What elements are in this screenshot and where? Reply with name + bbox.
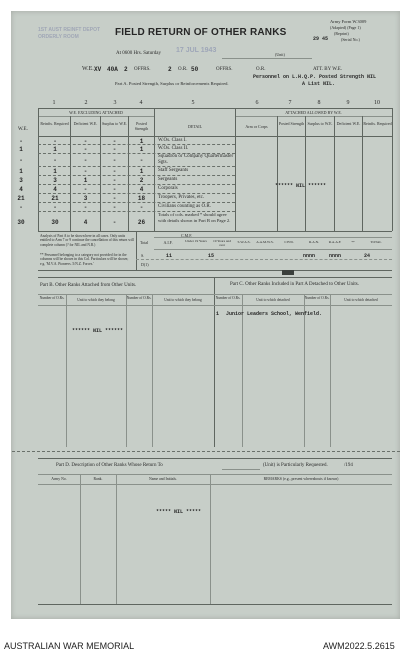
col-line-7 xyxy=(305,116,306,231)
part-b-col-c: Number of O.Rs. xyxy=(126,296,152,300)
analysis-subheader-rule xyxy=(154,249,392,250)
row-5-c4: 4 xyxy=(139,186,144,193)
group-header-left: W.E. EXCLUDING ATTACHED xyxy=(69,110,123,115)
analysis-sub-ran: R.A.N. xyxy=(308,240,319,244)
part-b-title: Part B. Other Ranks Attached from Other Units. xyxy=(40,283,137,288)
we-row-label: W.E. xyxy=(18,127,28,132)
row-6-c1: 21 xyxy=(51,195,59,202)
analysis-sub-swas: S.W.A.S. xyxy=(237,240,251,244)
parts-bc-header-bottom xyxy=(38,305,392,306)
col-number-4: 4 xyxy=(139,100,143,106)
col-number-1: 1 xyxy=(52,100,56,106)
col-header-1: Reinfts. Required xyxy=(40,121,69,126)
part-b-col-line-2 xyxy=(126,294,127,447)
part-d-unit-line xyxy=(222,469,260,470)
part-c-col-d: Unit to which detached xyxy=(344,298,378,302)
attached-nil: ****** NIL ****** xyxy=(275,183,327,189)
part-d-date-tail: /194 xyxy=(344,463,353,468)
form-ref-line3: (Reprint) xyxy=(334,31,349,36)
row-1-detail: W.Os. Class II. xyxy=(158,146,189,151)
part-b-col-line-1 xyxy=(66,294,67,447)
row-2-detail: Squadron or Company Quartermaster Sgts. xyxy=(158,154,234,165)
analysis-row-rule xyxy=(136,259,392,260)
col-header-3: Surplus to W.E. xyxy=(101,121,128,126)
col-header-9: Deficient W.E. xyxy=(336,121,361,126)
part-d-col-line-1 xyxy=(80,474,81,604)
parts-bc-header-top xyxy=(38,294,392,295)
analysis-mid-value-2: nnnn xyxy=(329,253,342,259)
row-4-we: 3 xyxy=(19,177,23,184)
row-3-detail: Staff Sergeants xyxy=(158,168,189,173)
row-2-we: - xyxy=(19,157,23,164)
col-number-6: 6 xyxy=(255,100,259,106)
analysis-sub-other: ** xyxy=(351,240,355,244)
row-0-c2: - xyxy=(83,138,88,145)
part-d-col-b: Rank. xyxy=(93,477,103,481)
row-7-we: - xyxy=(19,204,23,211)
part-d-header-top xyxy=(38,474,392,475)
row-8-detail: Totals of cols. marked * should agree with details shown in Part B on Page 2. xyxy=(158,212,231,223)
we-offrs-value: 2 xyxy=(124,66,128,73)
unit-label: (Unit) xyxy=(275,52,285,57)
part-d-title-tail: (Unit) is Particularly Requested. xyxy=(263,463,328,468)
analysis-bottom-rule xyxy=(38,270,392,271)
row-0-we: - xyxy=(19,138,23,145)
row-0-detail: W.Os. Class I. xyxy=(158,138,187,143)
orderly-room-stamp-line1: 1ST AUST REINFT DEPOT xyxy=(38,27,101,33)
we-number: XV xyxy=(94,66,102,73)
group-left-rule xyxy=(38,116,154,117)
table-bottom-rule xyxy=(38,231,392,232)
col-header-8: Surplus to W.E. xyxy=(307,121,333,126)
row-6-we: 21 xyxy=(17,195,25,202)
row-7-c2: - xyxy=(83,204,88,211)
orderly-room-stamp-line2: ORDERLY ROOM xyxy=(38,34,79,40)
row-6-c2: 3 xyxy=(83,195,88,202)
cmf-label: C.M.F. xyxy=(181,233,193,238)
row-0-c1: - xyxy=(53,138,57,145)
part-b-nil-entry: ****** NIL ****** xyxy=(72,328,124,334)
part-d-col-line-3 xyxy=(210,474,211,604)
serial-number: 29 45 xyxy=(313,36,329,42)
col-header-6: Arm or Corps xyxy=(245,124,268,129)
part-d-col-line-2 xyxy=(116,474,117,604)
part-d-title: Part D. Description of Other Ranks Whose Return To xyxy=(56,463,163,468)
analysis-sub-civil: CIVIL xyxy=(284,240,294,244)
group-right-rule xyxy=(235,116,392,117)
typed-note-line1: Personnel on L.H.Q.P. Posted Strength NIL xyxy=(253,74,377,80)
row-rule-3 xyxy=(38,166,235,167)
row-rule-4 xyxy=(38,175,235,176)
part-d-top-rule xyxy=(38,458,392,459)
col-number-3: 3 xyxy=(113,100,117,106)
part-d-col-a: Army No. xyxy=(51,477,67,481)
redaction-mark xyxy=(282,270,294,275)
row-8-we: 30 xyxy=(17,219,25,226)
col-line-0 xyxy=(38,108,39,231)
we-offrs-value-2: 2 xyxy=(168,66,172,73)
row-4-detail: Sergeants xyxy=(158,177,178,182)
row-3-c2: - xyxy=(83,168,88,175)
col-number-2: 2 xyxy=(84,100,88,106)
we-or-value: 50 xyxy=(191,66,199,73)
row-5-c1: 4 xyxy=(53,186,57,193)
att-by-we-label: ATT. BY W.E. xyxy=(313,67,343,72)
analysis-note-2: ** Personnel belonging to a category not provided for in the columns will be shown in this Col. Particulars will be shown; e.g. 'M.V.A. Pioneers. 5/N.Z. Forces.' xyxy=(40,253,129,266)
col-number-9: 9 xyxy=(346,100,350,106)
part-b-col-line-3 xyxy=(152,294,153,447)
col-number-5: 5 xyxy=(191,100,195,106)
form-ref-line1: Army Form W.3009 xyxy=(330,19,367,24)
row-0-c3: - xyxy=(112,138,117,145)
date-line-prefix: At 0600 Hrs. Saturday xyxy=(116,51,161,56)
row-2-c1: - xyxy=(53,157,57,164)
table-top-rule xyxy=(38,108,392,109)
col-line-9 xyxy=(362,116,363,231)
analysis-header-rule xyxy=(154,237,392,238)
col-header-5: DETAIL xyxy=(187,124,203,129)
row-2-c3: - xyxy=(112,157,117,164)
row-8-c2: 4 xyxy=(83,219,88,226)
row-1-c1: 1 xyxy=(53,146,57,153)
analysis-total-value: 24 xyxy=(364,253,371,259)
col-header-7: Posted Strength xyxy=(278,121,305,126)
analysis-sub-aamws: A.A.M.W.S. xyxy=(256,240,274,244)
analysis-under19-value: 15 xyxy=(208,253,215,259)
row-3-we: 1 xyxy=(19,168,23,175)
footer-source-label: AUSTRALIAN WAR MEMORIAL xyxy=(4,641,135,651)
row-rule-6 xyxy=(38,193,235,194)
col-line-10 xyxy=(392,108,393,231)
analysis-total-label: Total xyxy=(140,240,149,245)
analysis-sub-under19: Under 19 Years xyxy=(185,239,207,243)
row-6-detail: Troopers, Privates, etc. xyxy=(158,195,205,200)
row-4-c4: 2 xyxy=(139,177,144,184)
row-5-detail: Corporals xyxy=(158,186,178,191)
row-6-c3: - xyxy=(112,195,117,202)
analysis-sub-19over: 19 Years and over xyxy=(213,239,231,247)
row-7-c3: - xyxy=(112,204,117,211)
analysis-row-s: S. xyxy=(141,253,145,258)
part-c-col-line-3 xyxy=(330,294,331,447)
part-d-col-d: REMARKS (e.g., present whereabouts if known) xyxy=(263,477,339,481)
col-header-2: Deficient W.E. xyxy=(73,121,98,126)
row-3-c3: - xyxy=(112,168,117,175)
row-rule-7 xyxy=(38,202,235,203)
row-3-c1: 1 xyxy=(53,168,57,175)
group-header-right: ATTACHED ALLOWED BY W.E. xyxy=(285,110,342,115)
form-ref-line2: (Adapted) (Page 1) xyxy=(330,25,361,30)
part-d-col-c: Name and Initials. xyxy=(149,477,177,481)
analysis-sub-total: TOTAL xyxy=(370,240,382,244)
col-header-10: Reinfts. Required xyxy=(363,121,392,126)
we-number-2: 40A xyxy=(107,66,118,73)
row-4-c1: 3 xyxy=(53,177,57,184)
row-rule-5 xyxy=(38,184,235,185)
part-c-entry-number: 1 xyxy=(216,311,220,317)
row-1-c3: - xyxy=(112,146,117,153)
perforation-line xyxy=(12,451,400,452)
row-7-c1: - xyxy=(53,204,57,211)
row-7-c4: - xyxy=(139,204,144,211)
row-4-c3: - xyxy=(112,177,117,184)
col-number-10: 10 xyxy=(374,100,380,106)
row-1-c2: - xyxy=(83,146,88,153)
analysis-row-d1: D(1) xyxy=(141,262,149,267)
row-4-c2: 1 xyxy=(83,177,88,184)
offrs2-label: OFFRS. xyxy=(216,67,233,72)
row-8-c3: - xyxy=(112,219,117,226)
part-b-col-d: Unit to which they belong xyxy=(164,298,202,302)
row-8-c1: 30 xyxy=(51,219,59,226)
part-b-col-b: Unit to which they belong xyxy=(77,298,115,302)
row-5-c3: - xyxy=(112,186,117,193)
date-stamp: 17 JUL 1943 xyxy=(176,47,217,54)
serial-label: (Serial No.) xyxy=(341,37,360,42)
part-c-col-a: Number of O.Rs. xyxy=(215,296,241,300)
row-6-c4: 18 xyxy=(137,195,146,202)
col-line-8 xyxy=(334,116,335,231)
footer-accession-number: AWM2022.5.2615 xyxy=(323,641,395,651)
analysis-sub-raaf: R.A.A.F. xyxy=(328,240,342,244)
row-3-c4: 1 xyxy=(139,168,144,175)
or2-label: O.R. xyxy=(256,67,266,72)
row-0-c4: 1 xyxy=(139,138,144,145)
header-bottom-rule xyxy=(38,136,392,137)
analysis-aif-value: 11 xyxy=(166,253,173,259)
part-b-col-a: Number of O.Rs. xyxy=(39,296,65,300)
unit-line xyxy=(222,58,312,59)
row-7-detail: Civilians counting as O.R. xyxy=(158,204,211,209)
analysis-mid-value-1: nnnn xyxy=(303,253,316,259)
we-offrs-label: OFFRS. xyxy=(134,67,151,72)
typed-note-line3: A List NIL. xyxy=(302,81,336,87)
col-number-8: 8 xyxy=(317,100,321,106)
row-8-c4: 26 xyxy=(137,219,146,226)
analysis-sub-aif: A.I.F. xyxy=(163,240,173,245)
part-d-bottom-rule xyxy=(38,604,392,605)
analysis-divider xyxy=(136,231,137,270)
form-title: FIELD RETURN OF OTHER RANKS xyxy=(115,27,287,38)
part-c-col-b: Unit to which detached xyxy=(256,298,290,302)
col-line-6 xyxy=(277,116,278,231)
row-5-c2: - xyxy=(83,186,88,193)
parts-bc-divider xyxy=(214,277,215,447)
row-1-c4: 1 xyxy=(139,146,144,153)
typed-note-line2: Part A. Posted Strength, Surplus or Reinforcements Required. xyxy=(115,81,229,86)
col-number-7: 7 xyxy=(288,100,292,106)
we-label: W.E. xyxy=(82,66,94,72)
row-5-we: 4 xyxy=(19,186,23,193)
analysis-note-1: Analysis of Part A to be shown here in all cases. Only units entitled to Arm 7 or 9 continue the cancellation of this return will complete column (? for NIL and N.R.) xyxy=(40,234,134,247)
row-1-we: 1 xyxy=(19,146,23,153)
parts-bc-top-rule xyxy=(38,277,392,278)
row-2-c4: - xyxy=(139,157,144,164)
row-2-c2: - xyxy=(83,157,88,164)
part-c-col-c: Number of O.Rs. xyxy=(304,296,330,300)
we-or-label: O.R. xyxy=(178,67,188,72)
part-d-nil-entry: ***** NIL ***** xyxy=(156,509,202,515)
part-d-header-bottom xyxy=(38,484,392,485)
part-c-entry-unit: Junior Leaders School, Wenfield. xyxy=(226,311,323,317)
part-c-title: Part C. Other Ranks Included in Part A Detached to Other Units. xyxy=(230,282,360,287)
col-header-4: Posted Strength xyxy=(134,121,149,131)
